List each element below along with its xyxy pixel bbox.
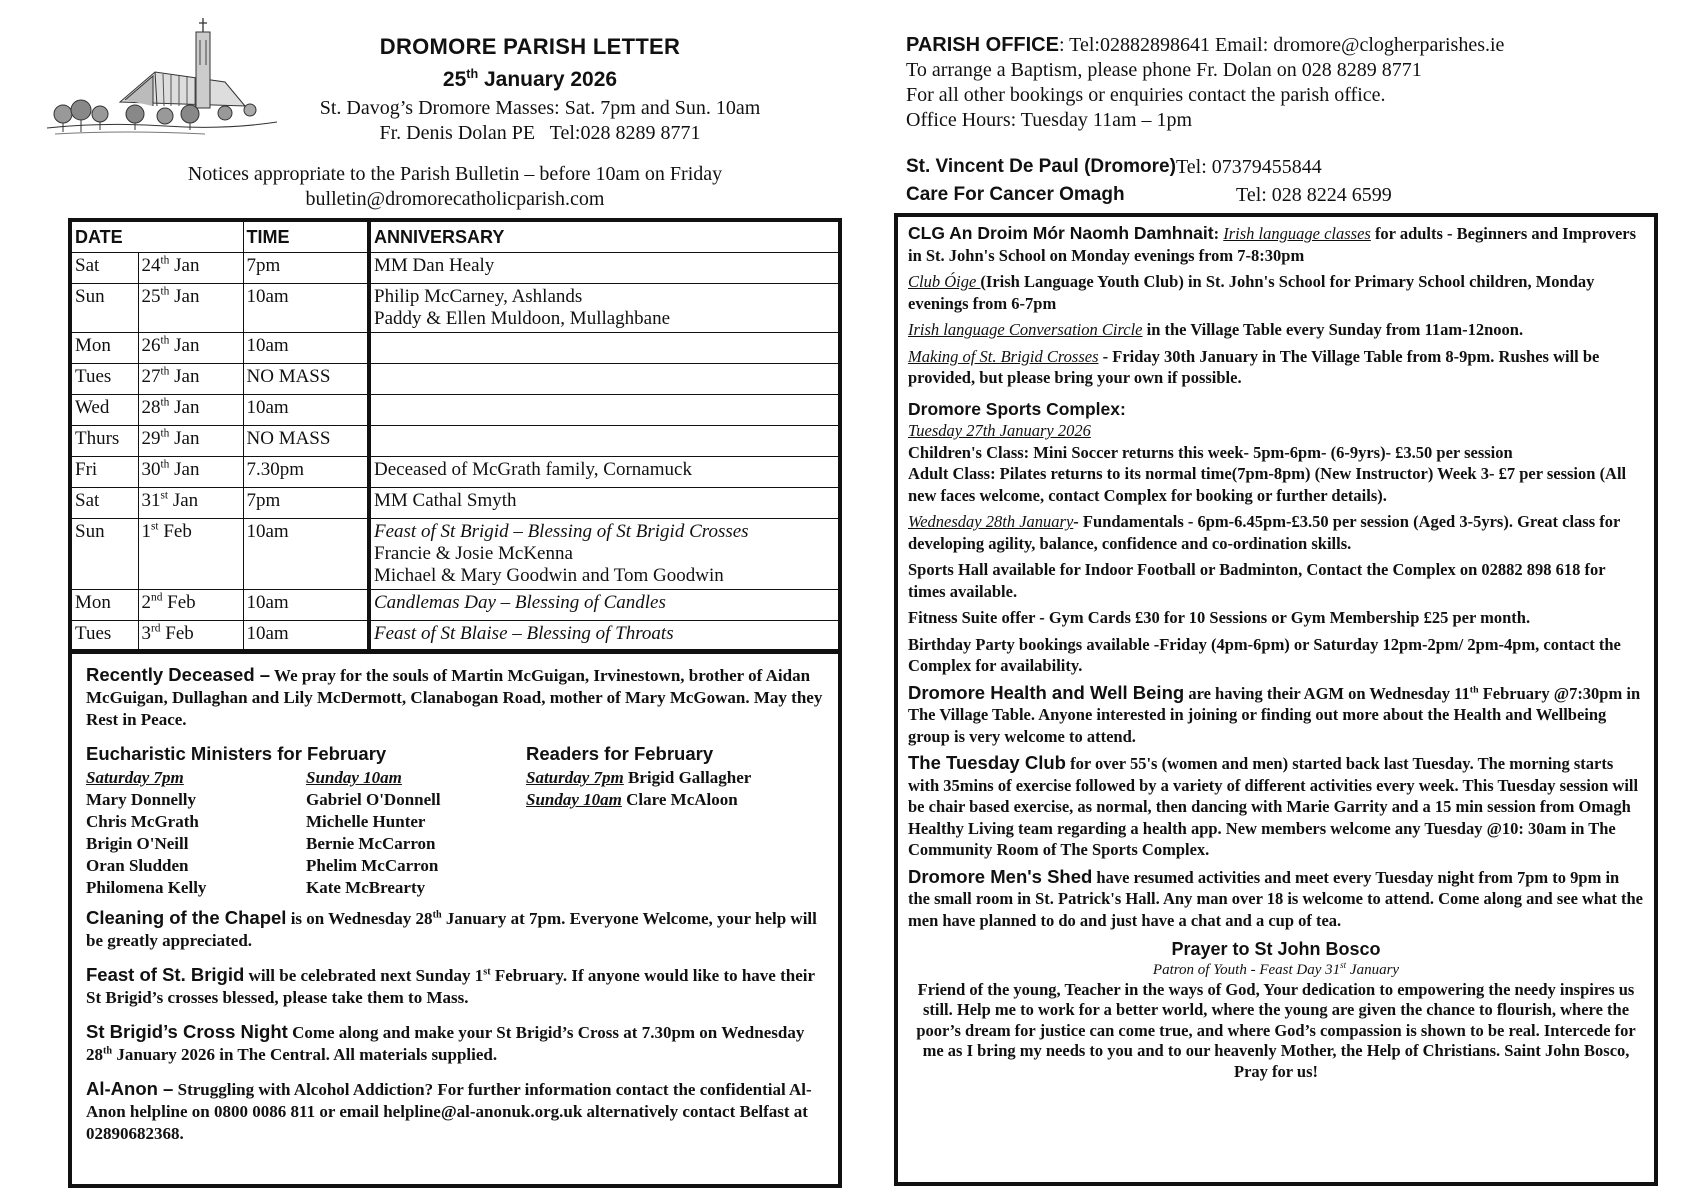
time-cell: NO MASS <box>243 363 369 394</box>
contact-tel: Tel: 07379455844 <box>1175 156 1322 178</box>
notice-heading: Cleaning of the Chapel <box>86 907 287 928</box>
date-suffix: th <box>466 67 479 81</box>
notice-heading: Dromore Health and Well Being <box>908 681 1185 703</box>
wednesday-class <box>908 511 1644 554</box>
contact-name: St. Vincent De Paul (Dromore) <box>906 156 1176 177</box>
priest-contact-line: Fr. Denis Dolan PE Tel:028 8289 8771 <box>379 122 701 144</box>
notice-heading: Recently Deceased – <box>86 664 271 685</box>
feast-brigid-notice <box>86 964 824 1009</box>
time-cell: 10am <box>243 518 369 589</box>
sports-complex-section <box>908 399 1644 677</box>
bulletin-notice <box>60 162 850 212</box>
anniversary-entry: Feast of St Brigid – Blessing of St Brigid Crosses <box>374 520 749 542</box>
header-anniversary: ANNIVERSARY <box>369 220 840 252</box>
minister-name: Bernie McCarron <box>306 834 436 853</box>
date-month: Feb <box>162 591 196 613</box>
ordinal-suffix: nd <box>151 591 163 604</box>
left-notices-box <box>68 650 842 1188</box>
day-cell: Thurs <box>70 425 138 456</box>
ordinal-suffix: st <box>151 520 159 533</box>
minister-name: Gabriel O'Donnell <box>306 790 441 809</box>
notice-body: in the Village Table every Sunday from 11am-12noon. <box>1142 320 1524 339</box>
notice-body: Come along and make your St Brigid’s Cross at 7.30pm on Wednesday 28 <box>86 1023 805 1064</box>
day-cell: Sat <box>70 487 138 518</box>
contact-row <box>906 153 1686 181</box>
mass-row <box>70 252 840 283</box>
right-notices-box <box>894 213 1658 1186</box>
conversation-circle-notice <box>908 319 1644 341</box>
ministers-saturday-list <box>86 767 306 899</box>
anniversary-entry: Paddy & Ellen Muldoon, Mullaghbane <box>374 307 671 329</box>
anniversary-cell <box>369 518 840 589</box>
date-num: 26 <box>141 334 161 356</box>
anniversary-entry: Deceased of McGrath family, Cornamuck <box>374 458 692 480</box>
ordinal-suffix: st <box>1340 959 1347 970</box>
prayer-section <box>908 939 1644 1082</box>
ordinal-suffix: th <box>432 909 442 921</box>
date-month: Jan <box>169 334 200 356</box>
mass-row <box>70 425 840 456</box>
notice-body: February @7:30pm in The Village Table. Anyone interested in joining or finding out more about the Health and Wellbeing group is very welcome to attend. <box>908 683 1641 746</box>
time-cell: 7pm <box>243 252 369 283</box>
cleaning-notice <box>86 907 824 952</box>
date-month: Jan <box>168 489 199 511</box>
bulletin-date <box>300 68 760 92</box>
brigid-crosses-label: Making of St. Brigid Crosses <box>908 346 1099 366</box>
ordinal-suffix: st <box>160 489 169 502</box>
minister-name: Philomena Kelly <box>86 878 207 897</box>
ordinal-suffix: th <box>160 396 170 409</box>
anniversary-entry: MM Dan Healy <box>374 254 495 276</box>
mass-row <box>70 589 840 620</box>
anniversary-entry: Candlemas Day – Blessing of Candles <box>374 591 666 613</box>
date-month: Jan <box>169 254 200 276</box>
reader-name: Clare McAloon <box>621 790 738 809</box>
date-month: Feb <box>160 622 194 644</box>
date-cell <box>138 332 243 363</box>
date-num: 29 <box>141 427 161 449</box>
anniversary-cell <box>369 589 840 620</box>
date-num: 2 <box>141 591 151 613</box>
saturday-label: Saturday 7pm <box>86 768 184 787</box>
mass-row <box>70 283 840 332</box>
date-num: 24 <box>141 254 161 276</box>
sunday-label: Sunday 10am <box>526 790 622 809</box>
parish-office-label: PARISH OFFICE <box>906 34 1059 56</box>
saturday-label: Saturday 7pm <box>526 768 624 787</box>
minister-name: Brigin O'Neill <box>86 834 189 853</box>
date-month: Jan <box>169 458 200 480</box>
table-header-row <box>70 220 840 252</box>
mass-row <box>70 394 840 425</box>
day-cell: Mon <box>70 332 138 363</box>
parish-office-block <box>906 33 1686 133</box>
prayer-body: Friend of the young, Teacher in the ways of God, Your dedication to empowering the needy inspires us still. Help me to work for a better world, where the young are given the chance to flourish, where the poor’s dream for justice can come true, and where God’s compassion is shown to be real. Intercede for me as I bring my needs to you and to our heavenly Mother, the Help of Christians. Saint John Bosco, Pray for us! <box>916 979 1636 1081</box>
conversation-circle-label: Irish language Conversation Circle <box>908 320 1143 339</box>
date-num: 31 <box>141 489 161 511</box>
minister-name: Oran Sludden <box>86 856 189 875</box>
minister-name: Kate McBrearty <box>306 878 426 897</box>
reader-sunday <box>526 789 751 811</box>
notice-body: is on Wednesday 28 <box>286 909 433 928</box>
anniversary-cell <box>369 487 840 518</box>
date-month: Jan <box>169 427 200 449</box>
date-num: 1 <box>141 520 151 542</box>
notice-body: Struggling with Alcohol Addiction? For further information contact the confidential Al-Anon helpline on 0800 0086 811 or email helpline@al-anonuk.org.uk alternatively contact Belfast at 02890682368. <box>86 1080 812 1143</box>
mass-row <box>70 332 840 363</box>
time-cell: 10am <box>243 394 369 425</box>
day-cell: Sat <box>70 252 138 283</box>
notice-heading: Feast of St. Brigid <box>86 964 245 985</box>
date-cell <box>138 394 243 425</box>
mass-row <box>70 363 840 394</box>
date-day: 25 <box>442 68 467 91</box>
tuesday-club-notice <box>908 752 1644 861</box>
brigid-crosses-notice <box>908 346 1644 389</box>
time-cell: 10am <box>243 283 369 332</box>
anniversary-entry: Philip McCarney, Ashlands <box>374 285 583 307</box>
baptism-line: To arrange a Baptism, please phone Fr. Dolan on 028 8289 8771 <box>906 59 1422 81</box>
date-cell <box>138 589 243 620</box>
al-anon-notice <box>86 1078 824 1145</box>
reader-name: Brigid Gallagher <box>623 768 752 787</box>
notice-body: for adults - Beginners and Improvers in St. John's School on Monday evenings from 7-8:30pm <box>908 224 1637 265</box>
notice-body: - Friday 30th January in The Village Table from 8-9pm. Rushes will be provided, but please bring your own if possible. <box>908 346 1600 387</box>
day-cell: Sun <box>70 283 138 332</box>
date-cell <box>138 518 243 589</box>
anniversary-cell <box>369 363 840 394</box>
date-num: 3 <box>141 622 151 644</box>
date-month: Jan <box>169 396 200 418</box>
time-cell: 10am <box>243 589 369 620</box>
fitness-suite-notice: Fitness Suite offer - Gym Cards £30 for 10 Sessions or Gym Membership £25 per month. <box>908 608 1531 627</box>
date-month: Jan <box>169 285 200 307</box>
cross-night-notice <box>86 1021 824 1066</box>
tuesday-label: Tuesday 27th January 2026 <box>908 421 1091 440</box>
notice-body: January 2026 in The Central. All materials supplied. <box>112 1045 498 1064</box>
ordinal-suffix: rd <box>151 622 161 635</box>
anniversary-cell <box>369 252 840 283</box>
adult-class: Adult Class: Pilates returns to its normal time(7pm-8pm) (New Instructor) Week 3- £7 per session (All new faces welcome, contact Complex for booking or further details). <box>908 464 1627 505</box>
mass-row <box>70 518 840 589</box>
notice-heading: Dromore Men's Shed <box>908 865 1093 887</box>
time-cell: 7pm <box>243 487 369 518</box>
notice-body: for over 55's (women and men) started back last Tuesday. The morning starts with 35mins of exercise followed by a variety of different activities every week. This Tuesday session will be chair based exercise, as normal, then dancing with Marie Garrity and a 15 min session from Omagh Healthy Living team regarding a health app. New members welcome any Tuesday @10: 30am in The Community Room of The Sports Complex. <box>908 754 1639 859</box>
mass-times-line: St. Davog’s Dromore Masses: Sat. 7pm and Sun. 10am <box>319 97 761 119</box>
clg-notice <box>908 223 1644 266</box>
notice-body: January at 7pm. Everyone Welcome, your help will be greatly appreciated. <box>86 909 817 950</box>
notice-heading: CLG An Droim Mór Naomh Damhnait <box>908 223 1214 243</box>
readers <box>526 743 751 899</box>
readers-heading: Readers for February <box>526 743 714 764</box>
eucharistic-ministers <box>86 743 526 899</box>
date-month: Feb <box>158 520 192 542</box>
ordinal-suffix: th <box>160 365 170 378</box>
day-cell: Tues <box>70 620 138 651</box>
prayer-subtitle <box>908 961 1644 980</box>
notice-body: will be celebrated next Sunday 1 <box>244 966 484 985</box>
time-cell: 10am <box>243 620 369 651</box>
separator: : <box>1213 224 1224 243</box>
notice-body: (Irish Language Youth Club) in St. John's School for Primary School children, Monday evenings from 6-7pm <box>908 272 1595 313</box>
parish-office-details: : Tel:02882898641 Email: dromore@clogherparishes.ie <box>1058 34 1505 56</box>
date-num: 25 <box>141 285 161 307</box>
contact-name: Care For Cancer Omagh <box>906 184 1125 205</box>
notice-body: We pray for the souls of Martin McGuigan, Irvinestown, brother of Aidan McGuigan, Dullaghan and Lily McDermott, Clanabogan Road, mother of Mary McGowan. May they Rest in Peace. <box>86 666 823 729</box>
ordinal-suffix: th <box>1469 684 1479 695</box>
birthday-party-notice: Birthday Party bookings available -Friday (4pm-6pm) or Saturday 12pm-2pm/ 2pm-4pm, contact the Complex for availability. <box>908 634 1621 675</box>
date-num: 28 <box>141 396 161 418</box>
ordinal-suffix: th <box>160 254 170 267</box>
children-class: Children's Class: Mini Soccer returns this week- 5pm-6pm- (6-9yrs)- £3.50 per session <box>908 442 1513 462</box>
church-illustration-icon <box>45 10 280 145</box>
subtitle-text: January <box>1346 961 1400 978</box>
anniversary-entry: Michael & Mary Goodwin and Tom Goodwin <box>374 564 724 586</box>
header-date: DATE <box>70 220 243 252</box>
bookings-line: For all other bookings or enquiries contact the parish office. <box>906 84 1386 106</box>
anniversary-cell <box>369 620 840 651</box>
notice-body: - Fundamentals - 6pm-6.45pm-£3.50 per session (Aged 3-5yrs). Great class for developing agility, balance, confidence and co-ordination skills. <box>908 512 1621 553</box>
bulletin-title: DROMORE PARISH LETTER <box>379 34 681 59</box>
minister-name: Phelim McCarron <box>306 856 439 875</box>
office-hours-line: Office Hours: Tuesday 11am – 1pm <box>906 109 1193 131</box>
health-wellbeing-notice <box>908 682 1644 748</box>
day-cell: Sun <box>70 518 138 589</box>
day-cell: Wed <box>70 394 138 425</box>
day-cell: Fri <box>70 456 138 487</box>
prayer-title: Prayer to St John Bosco <box>1171 939 1381 959</box>
right-page <box>890 0 1697 1200</box>
notice-body: February. If anyone would like to have their St Brigid’s crosses blessed, please take them to Mass. <box>86 966 815 1007</box>
anniversary-entry: Francie & Josie McKenna <box>374 542 573 564</box>
date-rest: January 2026 <box>478 68 618 91</box>
notice-heading: Al-Anon – <box>86 1078 174 1099</box>
notice-heading: St Brigid’s Cross Night <box>86 1021 288 1042</box>
anniversary-cell <box>369 425 840 456</box>
mens-shed-notice <box>908 866 1644 932</box>
date-cell <box>138 456 243 487</box>
minister-name: Chris McGrath <box>86 812 199 831</box>
mass-row <box>70 456 840 487</box>
ordinal-suffix: th <box>160 458 170 471</box>
notice-heading: The Tuesday Club <box>908 752 1066 773</box>
notice-body: have resumed activities and meet every Tuesday night from 7pm to 9pm in the small room in St. Patrick's Hall. Any man over 18 is welcome to attend. Come along and see what the men have planned to do and just have a chat and a cup of tea. <box>908 867 1643 930</box>
ordinal-suffix: th <box>160 285 170 298</box>
club-oige-notice <box>908 271 1644 314</box>
anniversary-entry: MM Cathal Smyth <box>374 489 517 511</box>
ministers-sunday-list <box>306 767 526 899</box>
contact-tel: Tel: 028 8224 6599 <box>1236 184 1392 206</box>
date-num: 30 <box>141 458 161 480</box>
ordinal-suffix: th <box>103 1045 113 1057</box>
contacts-block <box>906 153 1686 209</box>
ministers-heading: Eucharistic Ministers for February <box>86 743 387 764</box>
club-oige-label: Club Óige <box>908 272 981 291</box>
irish-classes-label: Irish language classes <box>1223 224 1371 243</box>
minister-name: Mary Donnelly <box>86 790 197 809</box>
date-cell <box>138 425 243 456</box>
time-cell: 7.30pm <box>243 456 369 487</box>
day-cell: Mon <box>70 589 138 620</box>
date-cell <box>138 283 243 332</box>
date-cell <box>138 363 243 394</box>
ordinal-suffix: th <box>160 334 170 347</box>
anniversary-entry: Feast of St Blaise – Blessing of Throats <box>374 622 674 644</box>
minister-name: Michelle Hunter <box>306 812 426 831</box>
sports-hall-notice: Sports Hall available for Indoor Football or Badminton, Contact the Complex on 02882 898 618 for times available. <box>908 560 1606 601</box>
anniversary-cell <box>369 332 840 363</box>
mass-schedule-table <box>68 218 842 653</box>
time-cell: 10am <box>243 332 369 363</box>
date-cell <box>138 487 243 518</box>
bulletin-email-link[interactable]: bulletin@dromorecatholicparish.com <box>305 188 605 210</box>
anniversary-cell <box>369 456 840 487</box>
anniversary-cell <box>369 283 840 332</box>
subtitle-text: Patron of Youth - Feast Day 31 <box>1152 961 1341 978</box>
day-cell: Tues <box>70 363 138 394</box>
mass-row <box>70 487 840 518</box>
date-cell <box>138 620 243 651</box>
mass-row <box>70 620 840 651</box>
date-month: Jan <box>169 365 200 387</box>
anniversary-cell <box>369 394 840 425</box>
header-time: TIME <box>243 220 369 252</box>
rotas-section <box>86 743 824 899</box>
wednesday-label: Wednesday 28th January <box>908 512 1074 531</box>
sports-heading: Dromore Sports Complex: <box>908 398 1126 419</box>
recently-deceased-notice <box>86 664 824 731</box>
ordinal-suffix: th <box>160 427 170 440</box>
notice-body: are having their AGM on Wednesday 11 <box>1184 683 1470 703</box>
date-cell <box>138 252 243 283</box>
time-cell: NO MASS <box>243 425 369 456</box>
contact-row <box>906 181 1686 209</box>
date-num: 27 <box>141 365 161 387</box>
bulletin-deadline: Notices appropriate to the Parish Bulletin – before 10am on Friday <box>187 163 723 185</box>
parish-office-line <box>906 33 1686 58</box>
sunday-label: Sunday 10am <box>306 768 402 787</box>
reader-saturday <box>526 767 751 789</box>
ordinal-suffix: st <box>483 966 491 978</box>
